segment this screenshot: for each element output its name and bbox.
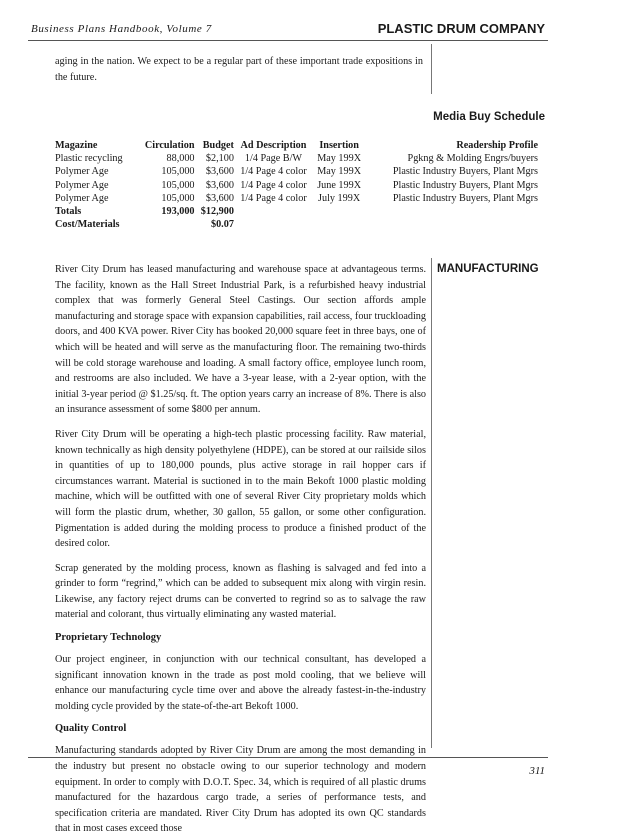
- body-paragraph: River City Drum has leased manufacturing and warehouse space at advantageous terms. The facility, known as the Hall Street Industrial Park, is a refurbished heavy industrial complex that was formerly General Steel Castings. Our section affords ample manufacturing and storage space with expansion capabilities, rail access, four truckloading doors, and 400 KVA power. River City has booked 20,000 square feet in three bays, one of which will be heated and will serve as the manufacturing floor. The remaining two-thirds will be cold storage warehouse and loading. A small factory office, employee lunch room, and restrooms are also included. We have a 3-year lease, with a 2-year option, with the initial 3-year period @ $1.25/sq. ft. The option years carry an increase of 8%. There is also an insurance assessment of some $800 per annum.: [55, 264, 426, 416]
- cell-magazine: Plastic recycling: [55, 153, 123, 165]
- cell-ad-description: 1/4 Page 4 color: [240, 192, 307, 204]
- cell-readership: Plastic Industry Buyers, Plant Mgrs: [392, 179, 538, 191]
- col-ad-description: Ad Description: [240, 140, 307, 151]
- totals-label: Totals: [55, 206, 82, 218]
- cell-budget: $3,600: [205, 179, 234, 191]
- manufacturing-heading: MANUFACTURING: [437, 263, 539, 275]
- cell-insertion: May 199X: [317, 153, 362, 165]
- totals-circulation: 193,000: [161, 206, 195, 218]
- cell-magazine: Polymer Age: [55, 192, 109, 204]
- cell-ad-description: 1/4 Page B/W: [244, 153, 303, 165]
- table-row: [55, 152, 538, 165]
- table-row: [55, 192, 538, 205]
- cell-insertion: June 199X: [317, 179, 362, 191]
- running-header-company: PLASTIC DRUM COMPANY: [377, 21, 545, 36]
- media-buy-table: [55, 139, 538, 231]
- table-row: [55, 179, 538, 192]
- cell-budget: $2,100: [205, 153, 234, 165]
- cell-insertion: May 199X: [317, 166, 362, 178]
- page-number: 311: [529, 765, 545, 777]
- cell-readership: Plastic Industry Buyers, Plant Mgrs: [392, 166, 538, 178]
- cost-row: [55, 218, 538, 231]
- footer-rule: [28, 757, 548, 758]
- cell-magazine: Polymer Age: [55, 166, 109, 178]
- manufacturing-body: [55, 262, 426, 837]
- totals-row: [55, 205, 538, 218]
- cell-circulation: 105,000: [161, 166, 195, 178]
- totals-budget: $12,900: [200, 206, 234, 218]
- cell-circulation: 88,000: [166, 153, 195, 165]
- cell-readership: Plastic Industry Buyers, Plant Mgrs: [392, 192, 538, 204]
- col-insertion: Insertion: [319, 140, 359, 151]
- column-divider-top: [431, 44, 432, 94]
- cell-circulation: 105,000: [161, 179, 195, 191]
- body-paragraph: Our project engineer, in conjunction with our technical consultant, has developed a significant innovation known in the trade as post mold cooling, that we believe will enhance our manufacturing cycle time over and above the already fastest-in-the-industry molding cycle provided by the state-of-the-art Bekoft 1000.: [55, 654, 426, 712]
- col-readership-profile: Readership Profile: [456, 140, 538, 151]
- cell-circulation: 105,000: [161, 192, 195, 204]
- subheading-proprietary-technology: Proprietary Technology: [55, 632, 162, 644]
- cell-budget: $3,600: [205, 192, 234, 204]
- table-header-row: [55, 139, 538, 152]
- cell-ad-description: 1/4 Page 4 color: [240, 166, 307, 178]
- header-rule: [28, 40, 548, 41]
- media-buy-heading: Media Buy Schedule: [433, 111, 545, 123]
- cell-readership: Pgkng & Molding Engrs/buyers: [407, 153, 538, 165]
- body-paragraph: Manufacturing standards adopted by River City Drum are among the most demanding in the industry but present no obstacle owing to our superior technology and modern equipment. In order to comply with D.O.T. Spec. 34, which is required of all plastic drums manufactured for the hazardous cargo trade, a series of performance tests, and specification criteria are mandated. River City Drum has adopted its own QC standards that in most cases exceed those: [55, 745, 426, 835]
- table-row: [55, 165, 538, 178]
- cell-budget: $3,600: [205, 166, 234, 178]
- body-paragraph: River City Drum will be operating a high-tech plastic processing facility. Raw material, known technically as high density polyethylene (HDPE), can be stored at our railside silos in quantities of up to 180,000 pounds, plus active storage in rail hopper cars if circumstances warrant. Material is suctioned in to the main Bekoft 1000 plastic molding machine, which will be outfitted with one of several River City proprietary molds which will form the plastic drum, whether, 30 gallon, 55 gallon, or some other configuration. Pigmentation is added during the molding process to produce a finished product of the desired color.: [55, 428, 426, 550]
- cell-ad-description: 1/4 Page 4 color: [240, 179, 307, 191]
- cost-budget: $0.07: [210, 219, 234, 231]
- cell-insertion: July 199X: [318, 192, 361, 204]
- column-divider-main: [431, 258, 432, 748]
- running-header-book-title: Business Plans Handbook, Volume 7: [31, 23, 212, 35]
- cost-label: Cost/Materials: [55, 219, 120, 231]
- cell-magazine: Polymer Age: [55, 179, 109, 191]
- col-budget: Budget: [202, 140, 234, 151]
- col-circulation: Circulation: [144, 140, 195, 151]
- subheading-quality-control: Quality Control: [55, 723, 127, 735]
- intro-paragraph: aging in the nation. We expect to be a regular part of these important trade expositions in the future.: [55, 56, 423, 83]
- col-magazine: Magazine: [55, 140, 98, 151]
- body-paragraph: Scrap generated by the molding process, known as flashing is salvaged and fed into a grinder to form “regrind,” which can be added to subsequent mix along with virgin resin. Likewise, any factory reject drums can be converted to regrind so as to salvage the raw material and colorant, thus virtually eliminating any wasted material.: [55, 562, 426, 621]
